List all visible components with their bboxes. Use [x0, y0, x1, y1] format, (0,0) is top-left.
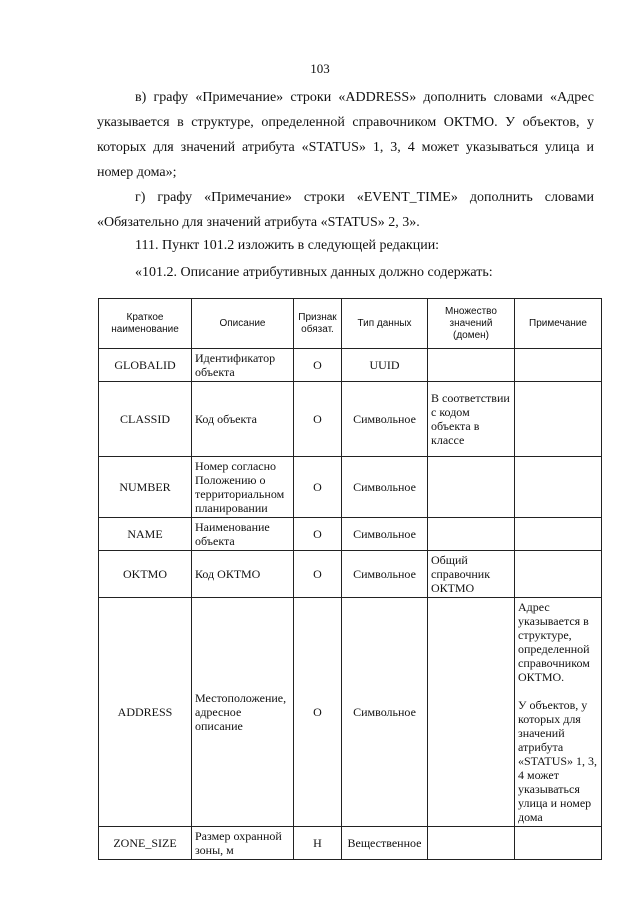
table-row [99, 518, 602, 551]
cell-name: OKTMO [99, 551, 192, 598]
cell-required: О [294, 518, 342, 551]
cell-type: Символьное [342, 551, 428, 598]
cell-note [515, 457, 602, 518]
cell-required: О [294, 551, 342, 598]
paragraph-item-101-2: «101.2. Описание атрибутивных данных должно содержать: [135, 265, 493, 280]
cell-note [515, 551, 602, 598]
cell-description: Размер охранной зоны, м [192, 827, 294, 860]
cell-required: Н [294, 827, 342, 860]
cell-required: О [294, 382, 342, 457]
cell-type: Символьное [342, 382, 428, 457]
cell-domain [428, 598, 515, 827]
attribute-table [98, 298, 602, 860]
table-row [99, 598, 602, 827]
cell-description: Код объекта [192, 382, 294, 457]
cell-domain: Общий справочник ОКТМО [428, 551, 515, 598]
header-domain: Множество значений (домен) [428, 299, 515, 349]
table-row [99, 827, 602, 860]
table-row [99, 349, 602, 382]
cell-domain: В соответствии с кодом объекта в классе [428, 382, 515, 457]
cell-note: Адрес указывается в структуре, определенной справочником ОКТМО. У объектов, у которых для значений атрибута «STATUS» 1, 3, 4 может указываться улица и номер дома [515, 598, 602, 827]
table-header-row [99, 299, 602, 349]
cell-note [515, 518, 602, 551]
cell-name: NUMBER [99, 457, 192, 518]
cell-description: Номер согласно Положению о территориальном планировании [192, 457, 294, 518]
header-short-name: Краткое наименование [99, 299, 192, 349]
cell-required: О [294, 457, 342, 518]
cell-domain [428, 827, 515, 860]
table-row [99, 551, 602, 598]
paragraph-item-111: 111. Пункт 101.2 изложить в следующей редакции: [135, 238, 440, 253]
cell-name: ZONE_SIZE [99, 827, 192, 860]
cell-name: ADDRESS [99, 598, 192, 827]
table-row [99, 457, 602, 518]
cell-type: Символьное [342, 598, 428, 827]
header-required: Признак обязат. [294, 299, 342, 349]
cell-name: GLOBALID [99, 349, 192, 382]
cell-domain [428, 518, 515, 551]
paragraph-address-note: в) графу «Примечание» строки «ADDRESS» дополнить словами «Адрес указывается в структуре, определенной справочником ОКТМО. У объектов, у которых для значений атрибута «STATUS» 1, 3, 4 может указываться улица и номер дома»; [97, 90, 594, 180]
cell-domain [428, 457, 515, 518]
cell-type: Вещественное [342, 827, 428, 860]
cell-type: Символьное [342, 457, 428, 518]
cell-note [515, 349, 602, 382]
cell-note [515, 382, 602, 457]
cell-description: Идентификатор объекта [192, 349, 294, 382]
cell-type: Символьное [342, 518, 428, 551]
cell-description: Код ОКТМО [192, 551, 294, 598]
cell-description: Местоположение, адресное описание [192, 598, 294, 827]
table-row [99, 382, 602, 457]
cell-description: Наименование объекта [192, 518, 294, 551]
header-description: Описание [192, 299, 294, 349]
cell-note [515, 827, 602, 860]
cell-required: О [294, 598, 342, 827]
page-number: 103 [310, 61, 330, 76]
paragraph-event-time-note: г) графу «Примечание» строки «EVENT_TIME» дополнить словами «Обязательно для значений атрибута «STATUS» 2, 3». [97, 190, 594, 230]
cell-name: NAME [99, 518, 192, 551]
header-note: Примечание [515, 299, 602, 349]
cell-required: О [294, 349, 342, 382]
header-data-type: Тип данных [342, 299, 428, 349]
cell-domain [428, 349, 515, 382]
cell-type: UUID [342, 349, 428, 382]
cell-name: CLASSID [99, 382, 192, 457]
